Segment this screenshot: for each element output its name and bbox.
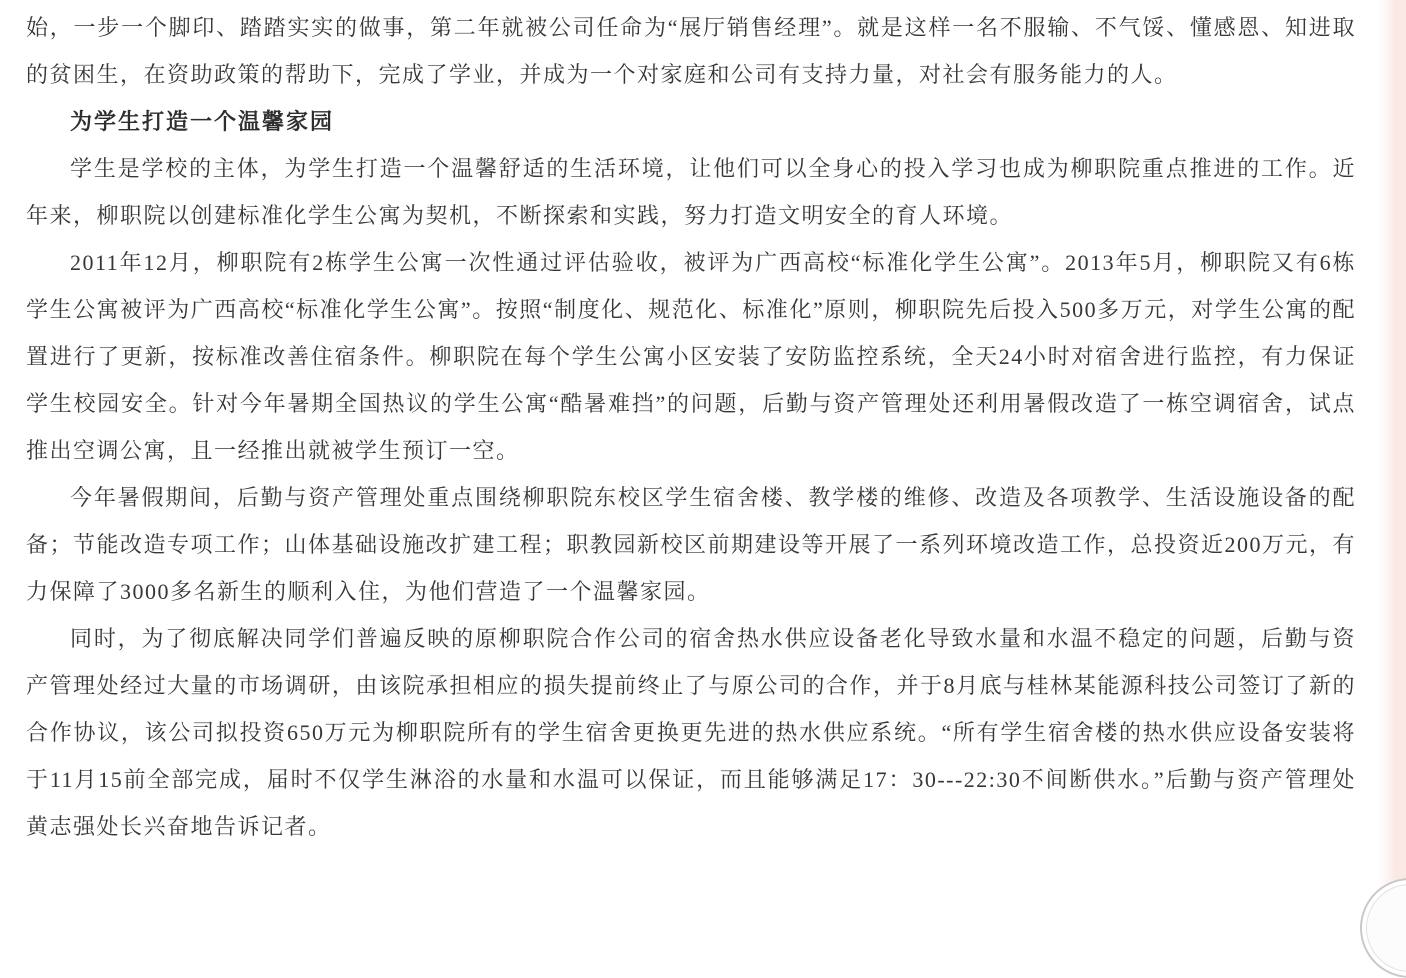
paragraph-summer-renovation: 今年暑假期间，后勤与资产管理处重点围绕柳职院东校区学生宿舍楼、教学楼的维修、改造及各项教学、生活设施设备的配备；节能改造专项工作；山体基础设施改扩建工程；职教园新校区前期建设等开展了一系列环境改造工作，总投资近200万元，有力保障了3000多名新生的顺利入住，为他们营造了一个温馨家园。	[26, 485, 1357, 604]
right-edge-stripe	[1378, 0, 1406, 892]
paragraph-continuation: 始，一步一个脚印、踏踏实实的做事，第二年就被公司任命为“展厅销售经理”。就是这样一名不服输、不气馁、懂感恩、知进取的贫困生，在资助政策的帮助下，完成了学业，并成为一个对家庭和公司有支持力量，对社会有服务能力的人。	[26, 15, 1356, 87]
paragraph-standardized-dorms: 2011年12月，柳职院有2栋学生公寓一次性通过评估验收，被评为广西高校“标准化学生公寓”。2013年5月，柳职院又有6栋学生公寓被评为广西高校“标准化学生公寓”。按照“制度化、规范化、标准化”原则，柳职院先后投入500多万元，对学生公寓的配置进行了更新，按标准改善住宿条件。柳职院在每个学生公寓小区安装了安防监控系统，全天24小时对宿舍进行监控，有力保证学生校园安全。针对今年暑期全国热议的学生公寓“酷暑难挡”的问题，后勤与资产管理处还利用暑假改造了一栋空调宿舍，试点推出空调公寓，且一经推出就被学生预订一空。	[26, 250, 1356, 463]
paragraph-hot-water-system: 同时，为了彻底解决同学们普遍反映的原柳职院合作公司的宿舍热水供应设备老化导致水量和水温不稳定的问题，后勤与资产管理处经过大量的市场调研，由该院承担相应的损失提前终止了与原公司的合作，并于8月底与桂林某能源科技公司签订了新的合作协议，该公司拟投资650万元为柳职院所有的学生宿舍更换更先进的热水供应系统。“所有学生宿舍楼的热水供应设备安装将于11月15前全部完成，届时不仅学生淋浴的水量和水温可以保证，而且能够满足17：30---22:30不间断供水。”后勤与资产管理处黄志强处长兴奋地告诉记者。	[26, 626, 1356, 839]
section-heading: 为学生打造一个温馨家园	[70, 109, 335, 134]
paragraph-campus-environment: 学生是学校的主体，为学生打造一个温馨舒适的生活环境，让他们可以全身心的投入学习也成为柳职院重点推进的工作。近年来，柳职院以创建标准化学生公寓为契机，不断探索和实践，努力打造文明安全的育人环境。	[26, 156, 1356, 228]
floating-scroll-widget[interactable]	[1360, 878, 1406, 978]
